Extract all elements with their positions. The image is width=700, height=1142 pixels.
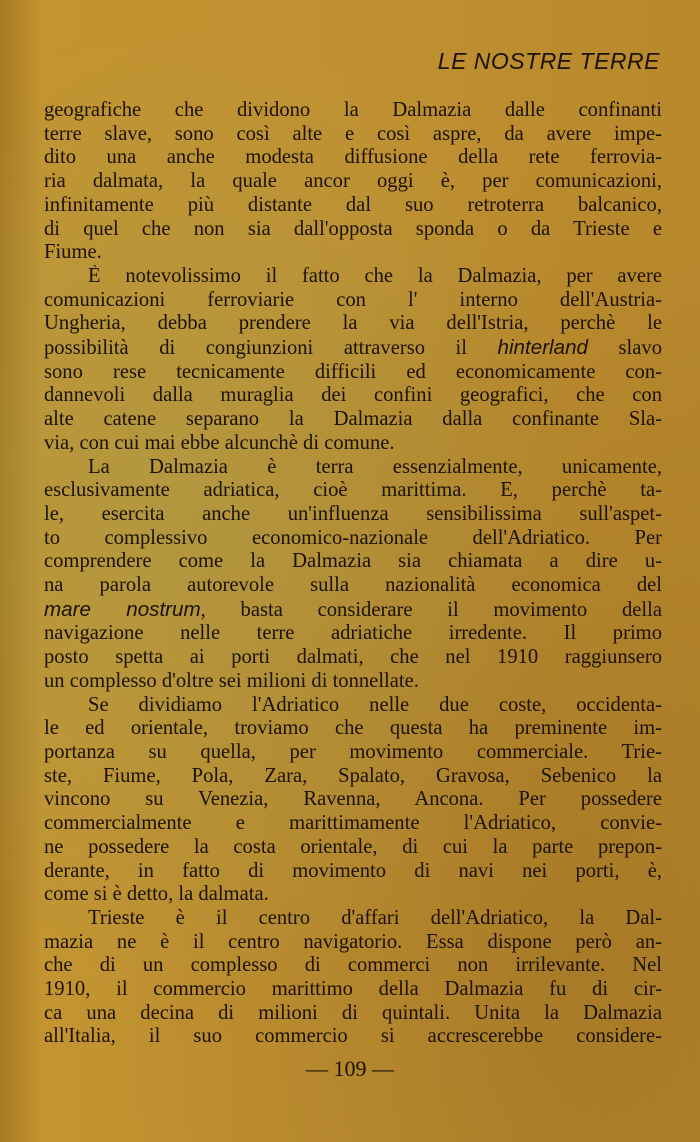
text-line: portanza su quella, per movimento commerciale. Trie- <box>44 740 662 763</box>
text-line: le, esercita anche un'influenza sensibilissima sull'aspet- <box>44 502 662 525</box>
text-line: mare nostrum, basta considerare il movimento della <box>44 597 662 621</box>
text-line: un complesso d'oltre sei milioni di tonnellate. <box>44 669 419 692</box>
text-line: dito una anche modesta diffusione della rete ferrovia- <box>44 146 662 169</box>
text-line: È notevolissimo il fatto che la Dalmazia, per avere <box>88 264 662 287</box>
text-line: to complessivo economico-nazionale dell'Adriatico. Per <box>44 526 662 549</box>
text-line: all'Italia, il suo commercio si accrescerebbe considere- <box>44 1025 662 1048</box>
text-line: navigazione nelle terre adriatiche irredente. Il primo <box>44 622 662 645</box>
text-line: terre slave, sono così alte e così aspre, da avere impe- <box>44 122 662 145</box>
text-line: ria dalmata, la quale ancor oggi è, per comunicazioni, <box>44 170 662 193</box>
text-line: vincono su Venezia, Ravenna, Ancona. Per possedere <box>44 788 662 811</box>
text-line: sono rese tecnicamente difficili ed economicamente con- <box>44 360 662 383</box>
text-line: 1910, il commercio marittimo della Dalmazia fu di cir- <box>44 978 662 1001</box>
text-line: commercialmente e marittimamente l'Adriatico, convie- <box>44 812 662 835</box>
page-number: — 109 — <box>306 1056 394 1081</box>
text-line: di quel che non sia dall'opposta sponda o da Trieste e <box>44 217 662 240</box>
body-text <box>44 99 662 1049</box>
text-line: possibilità di congiunzioni attraverso il hinterland slavo <box>44 336 662 360</box>
text-line: che di un complesso di commerci non irrilevante. Nel <box>44 954 662 977</box>
text-line: mazia ne è il centro navigatorio. Essa dispone però an- <box>44 930 662 953</box>
text-line: le ed orientale, troviamo che questa ha preminente im- <box>44 717 662 740</box>
text-line: La Dalmazia è terra essenzialmente, unicamente, <box>88 455 662 478</box>
text-line: Fiume. <box>44 241 102 264</box>
text-line: esclusivamente adriatica, cioè marittima. E, perchè ta- <box>44 479 662 502</box>
text-line: comprendere come la Dalmazia sia chiamata a dire u- <box>44 550 662 573</box>
text-line: comunicazioni ferroviarie con l' interno dell'Austria- <box>44 288 662 311</box>
text-line: via, con cui mai ebbe alcunchè di comune. <box>44 431 395 454</box>
text-line: Trieste è il centro d'affari dell'Adriatico, la Dal- <box>88 906 662 929</box>
text-line: alte catene separano la Dalmazia dalla confinante Sla- <box>44 408 662 431</box>
text-line: dannevoli dalla muraglia dei confini geografici, che con <box>44 384 662 407</box>
text-line: Se dividiamo l'Adriatico nelle due coste, occidenta- <box>88 693 662 716</box>
text-line: ste, Fiume, Pola, Zara, Spalato, Gravosa, Sebenico la <box>44 764 662 787</box>
text-line: na parola autorevole sulla nazionalità economica del <box>44 574 662 597</box>
text-line: geografiche che dividono la Dalmazia dalle confinanti <box>44 99 662 121</box>
text-line: come si è detto, la dalmata. <box>44 883 269 906</box>
text-line: infinitamente più distante dal suo retroterra balcanico, <box>44 193 662 216</box>
text-line: ne possedere la costa orientale, di cui la parte prepon- <box>44 835 662 858</box>
text-line: Ungheria, debba prendere la via dell'Istria, perchè le <box>44 312 662 335</box>
text-line: ca una decina di milioni di quintali. Unita la Dalmazia <box>44 1001 662 1024</box>
text-line: derante, in fatto di movimento di navi nei porti, è, <box>44 859 662 882</box>
text-line: posto spetta ai porti dalmati, che nel 1910 raggiunsero <box>44 646 662 669</box>
running-header: LE NOSTRE TERRE <box>437 48 660 74</box>
